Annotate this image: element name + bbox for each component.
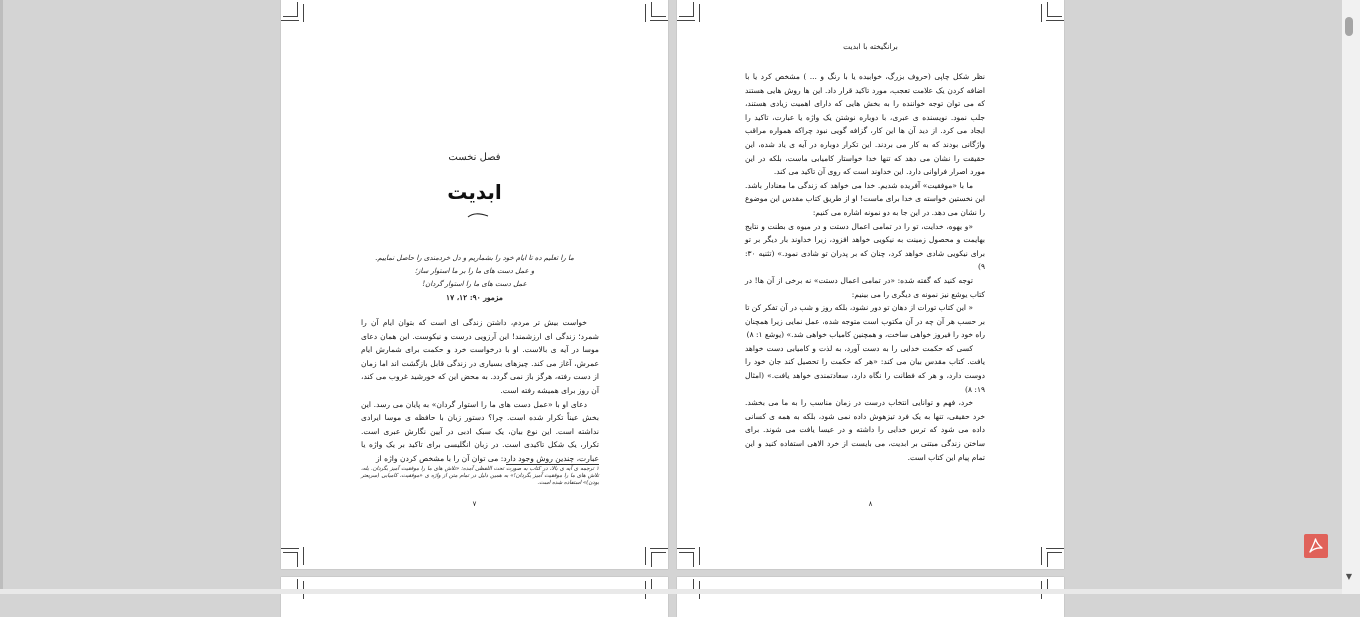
trim-mark <box>677 548 695 549</box>
epigraph-line: عمل دست های ما را استوار گردان! <box>422 280 527 288</box>
trim-mark <box>281 20 299 21</box>
body-text <box>361 316 599 466</box>
paragraph: دعای او با «عمل دست های ما را استوار گردان» به پایان می رسد. این بخش عیناً تکرار شده است. چرا؟ دستور زبان با حافظه ی موسا ایرادی نداشته است. این نوع بیان، یک سبک ادبی در آیین نگارش عبری است. تکرار، یک شکل تاکیدی است. در زبان انگلیسی برای تاکید بر یک واژه یا عبارت، چندین روش وجود دارد: می توان آن را با مشخص کردن واژه از <box>361 399 599 463</box>
trim-mark <box>645 4 646 22</box>
trim-mark <box>281 548 299 549</box>
pdf-page-next-right <box>677 577 1064 617</box>
crop-mark <box>679 2 694 17</box>
paragraph: « این کتاب تورات از دهان تو دور نشود، بلکه روز و شب در آن تفکر کن تا بر حسب هر آن چه در آن مکتوب است متوجه شده، عمل نمایی زیرا همچنان راه خود را فیروز خواهی ساخت، و همچنین کامیاب خواهی شد.» (یوشع ۱: ۸) <box>745 303 985 340</box>
trim-mark <box>677 20 695 21</box>
footnote: ۱ ترجمه ی آیه ی بالا، در کتاب به صورت تحت اللفظی آمده: «تلاش های ما را موفقیت آمیز بگردان. بله، تلاش های ما را موفقیت آمیز بگردان!» به همین دلیل در تمام متن از واژه ی «موفقیت، کامیابی (سریعتر بودن)» استفاده شده است. <box>361 466 599 487</box>
paragraph: «و یهوه، خدایت، تو را در تمامی اعمال دستت و در میوه ی بطنت و نتایج بهایمت و محصول زمینت به نیکویی خواهد افزود، زیرا خداوند بار دیگر بر تو برای نیکویی شادی خواهد کرد، چنان که بر پدران تو شادی نمود.» (تثنیه ۳۰: ۹) <box>745 221 985 272</box>
trim-mark <box>650 548 668 549</box>
trim-mark <box>1041 4 1042 22</box>
trim-mark <box>1046 20 1064 21</box>
epigraph-line: و عمل دست های ما را بر ما استوار ساز؛ <box>414 267 535 275</box>
paragraph: کسی که حکمت خدایی را به دست آورد، به لذت و کامیابی دست خواهد یافت. کتاب مقدس بیان می کند: «هر که حکمت را تحصیل کند جان خود را دوست دارد، و هر که فطانت را نگاه دارد، سعادتمندی خواهد یافت.» (امثال ۱۹: ۸) <box>745 343 985 394</box>
swash-ornament-icon <box>467 212 489 218</box>
crop-mark <box>1047 552 1062 567</box>
pdf-page-next-left <box>281 577 668 617</box>
chapter-title: ابدیت <box>447 180 502 204</box>
crop-mark <box>283 2 298 17</box>
crop-mark <box>679 552 694 567</box>
chevron-down-icon[interactable]: ▼ <box>1345 572 1353 581</box>
trim-mark <box>650 20 668 21</box>
trim-mark <box>699 4 700 22</box>
paragraph: نظر شکل چاپی (حروف بزرگ، خوابیده یا با رنگ و ... ) مشخص کرد یا با اضافه کردن یک علامت تعجب، مورد تاکید قرار داد. این ها روش هایی هستند که می توان توجه خواننده را به بخش هایی که دارای اهمیت زیادی هستند، جلب نمود. نویسنده ی عبری، با دوباره نوشتن یک واژه یا عبارت، تاکید را ایجاد می کرد. از دید آن ها این کار، گزافه گویی نبود چراکه همواره مراقب واژگانی بودند که به کار می بردند. این تکرار دوباره در آیه ی یاد شده، این حقیقت را نشان می دهد که تنها خدا خواستار کامیابی ماست، بلکه در این مورد اصرار فراوانی دارد. این خداوند است که روی آن تاکید می کند. <box>745 72 985 177</box>
crop-mark <box>651 552 666 567</box>
trim-mark <box>1046 548 1064 549</box>
epigraph-reference: مزمور ۹۰: ۱۲، ۱۷ <box>446 293 503 302</box>
scrollbar-thumb[interactable] <box>1345 17 1353 36</box>
epigraph-line: ما را تعلیم ده تا ایام خود را بشماریم و دل خردمندی را حاصل نماییم. <box>375 254 574 262</box>
viewer-bottom-edge <box>0 589 1342 594</box>
trim-mark <box>645 547 646 565</box>
pdf-tools-button[interactable] <box>1304 534 1328 558</box>
crop-mark <box>651 2 666 17</box>
chapter-label: فصل نخست <box>448 152 501 163</box>
paragraph: توجه کنید که گفته شده: «در تمامی اعمال دستت» نه برخی از آن ها! در کتاب یوشع نیز نمونه ی دیگری را می بینیم: <box>745 275 985 299</box>
crop-mark <box>1047 2 1062 17</box>
page-number: ۸ <box>868 500 873 508</box>
running-head: برانگیخته با ابدیت <box>843 42 898 51</box>
body-text <box>745 70 985 464</box>
footnote-rule <box>506 464 599 465</box>
paragraph: خرد، فهم و توانایی انتخاب درست در زمان مناسب را به ما می بخشد. خرد حقیقی، تنها به یک فرد تیزهوش داده نمی شود، بلکه به همه ی کسانی داده می شود که ترس خدایی را داشته و در عیسا یافت می شوند. برای ساختن زندگی مبتنی بر ابدیت، می بایست از خرد الاهی استفاده کنید و این تمام پیام این کتاب است. <box>745 398 985 462</box>
acrobat-pdf-icon <box>1304 534 1328 558</box>
paragraph: ما با «موفقیت» آفریده شدیم. خدا می خواهد که زندگی ما معنادار باشد. این نخستین خواسته ی خدا برای ماست! او از طریق کتاب مقدس این موضوع را نشان می دهد. در این جا به دو نمونه اشاره می کنیم: <box>745 180 985 217</box>
vertical-scrollbar[interactable] <box>1342 0 1360 594</box>
pdf-page-8 <box>677 0 1064 569</box>
trim-mark <box>1041 547 1042 565</box>
epigraph <box>361 252 588 304</box>
paragraph: خواست بیش تر مردم، داشتن زندگی ای است که بتوان ایام آن را شمرد؛ زندگی ای ارزشمند! این آرزویی درست و نیکوست. این همان دعای موسا در آیه ی بالاست. او با درخواست خرد و حکمت برای شمارش ایام عمرش، آغاز می کند. چیزهای بسیاری در زندگی قابل بازگشت اند اما زمان از دست رفته، هرگز باز نمی گردد. به محض این که خورشید غروب می کند، آن روز برای همیشه رفته است. <box>361 318 599 395</box>
crop-mark <box>283 552 298 567</box>
pdf-page-7 <box>281 0 668 569</box>
trim-mark <box>303 547 304 565</box>
page-number: ۷ <box>472 500 477 508</box>
trim-mark <box>699 547 700 565</box>
viewer-left-edge <box>0 0 3 594</box>
trim-mark <box>303 4 304 22</box>
